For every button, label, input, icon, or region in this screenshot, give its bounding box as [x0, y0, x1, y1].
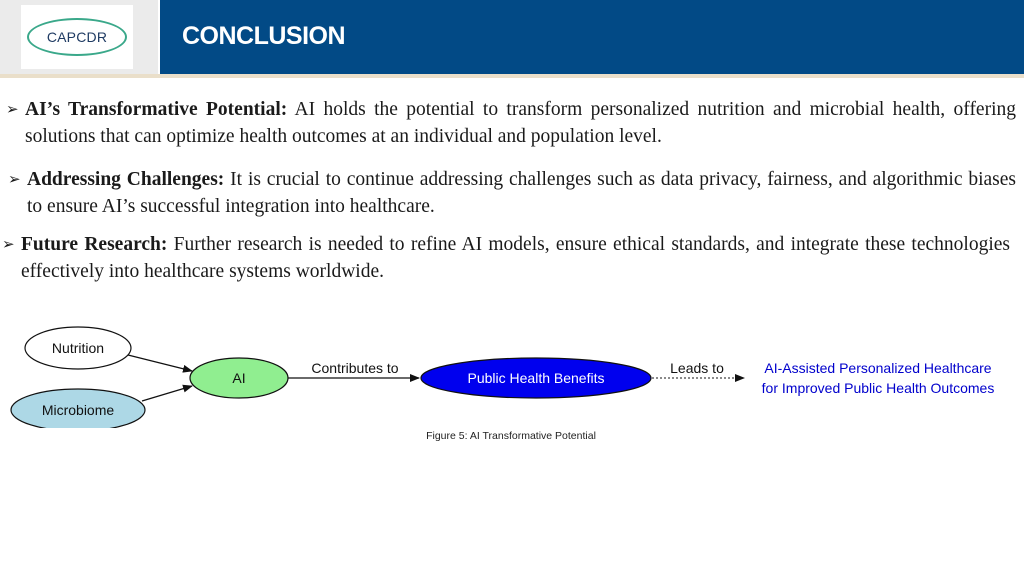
node-public-health-label: Public Health Benefits [467, 370, 605, 386]
logo-area [0, 0, 158, 74]
node-microbiome-label: Microbiome [41, 402, 115, 418]
arrowhead-bullet-icon: ➢ [2, 235, 15, 253]
bullet-addressing-challenges [8, 166, 1017, 220]
bullet-future-research [2, 231, 1010, 285]
bullet-lead: AI’s Transformative Potential: [25, 99, 288, 120]
flow-diagram [0, 318, 1024, 428]
node-outcome-line1: AI-Assisted Personalized Healthcare [764, 360, 992, 376]
page-title: CONCLUSION [182, 22, 346, 50]
bullet-transformative-potential [6, 96, 1016, 150]
logo-oval [27, 18, 127, 56]
header-divider [0, 74, 1024, 78]
bullet-text: It is crucial to continue addressing challenges such as data privacy, fairness, and algorithmic biases to ensure AI’s successful integration into healthcare. [27, 169, 1017, 217]
edge-label-contributes: Contributes to [311, 360, 399, 376]
logo [21, 5, 133, 69]
node-ai-label: AI [232, 370, 246, 386]
node-nutrition-label: Nutrition [51, 340, 105, 356]
edge-label-leads: Leads to [670, 360, 724, 376]
header [0, 0, 1024, 74]
node-outcome-line2: for Improved Public Health Outcomes [761, 380, 995, 396]
figure-caption: Figure 5: AI Transformative Potential [426, 430, 596, 442]
title-bar [160, 0, 1024, 74]
bullet-text: AI holds the potential to transform personalized nutrition and microbial health, offering solutions that can optimize health outcomes at an individual and population level. [25, 99, 1016, 147]
bullet-lead: Future Research: [21, 234, 168, 255]
figure-caption-container [0, 430, 1024, 442]
logo-text: CAPCDR [46, 29, 108, 45]
bullet-lead: Addressing Challenges: [27, 169, 225, 190]
edge-microbiome-ai [142, 386, 192, 401]
bullet-text: Further research is needed to refine AI models, ensure ethical standards, and integrate these technologies effectively into healthcare systems worldwide. [21, 234, 1010, 282]
arrowhead-bullet-icon: ➢ [8, 170, 21, 188]
edge-nutrition-ai [128, 355, 192, 371]
arrowhead-bullet-icon: ➢ [6, 100, 19, 118]
